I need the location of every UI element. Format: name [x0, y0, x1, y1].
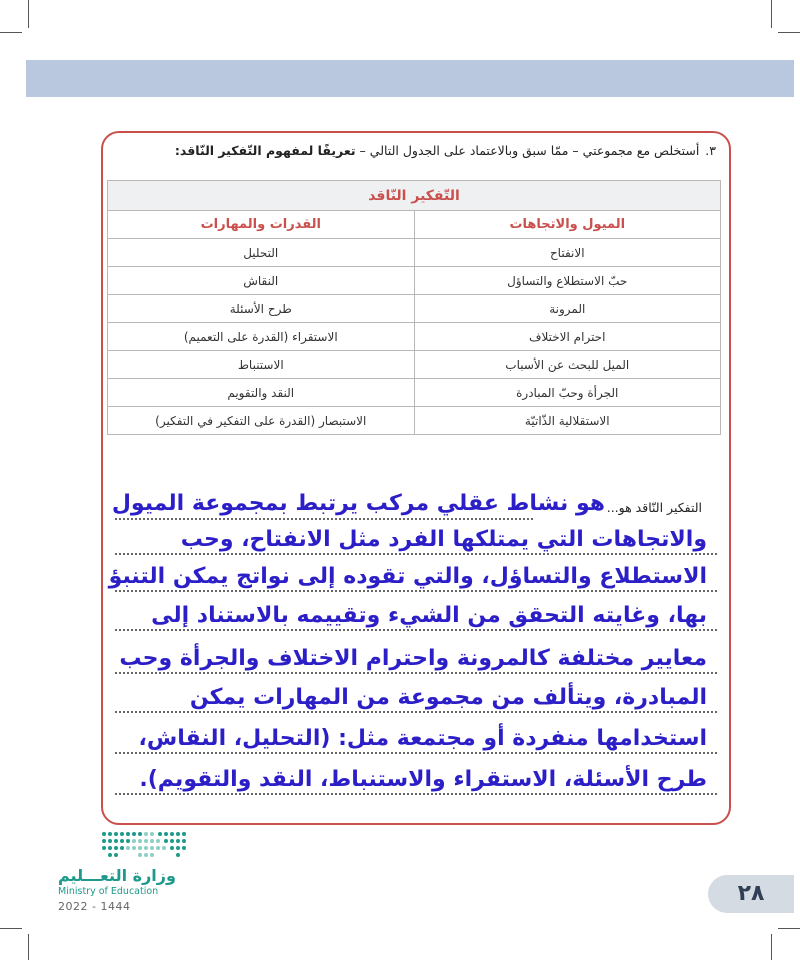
crop-mark: [0, 928, 22, 929]
answer-dotted-line: [115, 518, 533, 520]
crop-mark: [0, 32, 22, 33]
answer-dotted-line: [115, 672, 717, 674]
handwritten-answer-line: بها، وغايته التحقق من الشيء وتقييمه بالاستناد إلى: [151, 603, 707, 628]
handwritten-answer-line: هو نشاط عقلي مركب يرتبط بمجموعة الميول: [111, 491, 605, 516]
ministry-name-english: Ministry of Education: [58, 886, 159, 897]
table-cell: الميل للبحث عن الأسباب: [414, 351, 721, 379]
table-cell: الانفتاح: [414, 239, 721, 267]
crop-mark: [28, 934, 29, 960]
column-header-skills: القدرات والمهارات: [108, 211, 415, 239]
answer-dotted-line: [115, 793, 717, 795]
critical-thinking-table: [107, 180, 721, 435]
table-cell: النقاش: [108, 267, 415, 295]
table-row: [108, 267, 721, 295]
table-cell: حبّ الاستطلاع والتساؤل: [414, 267, 721, 295]
table-row: [108, 239, 721, 267]
table-row: [108, 295, 721, 323]
answer-dotted-line: [115, 590, 717, 592]
instruction-text-bold: تعريفًا لمفهوم التّفكير النّاقد:: [174, 143, 356, 158]
table-cell: النقد والتقويم: [108, 379, 415, 407]
handwritten-answer-line: معايير مختلفة كالمرونة واحترام الاختلاف والجرأة وحب: [119, 646, 707, 671]
answer-dotted-line: [115, 752, 717, 754]
column-header-attitudes: الميول والاتجاهات: [414, 211, 721, 239]
table-cell: الاستقراء (القدرة على التعميم): [108, 323, 415, 351]
crop-mark: [771, 934, 772, 960]
page-number: ٢٨: [708, 875, 794, 913]
ministry-name-arabic: وزارة التعـــليم: [58, 866, 176, 885]
edition-year: 2022 - 1444: [58, 900, 131, 913]
activity-instruction: [156, 140, 716, 162]
answer-dotted-line: [115, 553, 717, 555]
table-row: [108, 351, 721, 379]
table-cell: الاستقلالية الذّاتيّة: [414, 407, 721, 435]
instruction-number: ٣.: [705, 143, 716, 158]
crop-mark: [771, 0, 772, 28]
ministry-logo-icon: [100, 828, 192, 860]
table-row: [108, 323, 721, 351]
header-band: [26, 60, 794, 97]
answer-label: التفكير النّاقد هو...: [606, 500, 702, 515]
table-cell: الاستنباط: [108, 351, 415, 379]
table-cell: التحليل: [108, 239, 415, 267]
crop-mark: [28, 0, 29, 28]
answer-dotted-line: [115, 629, 717, 631]
table-cell: المرونة: [414, 295, 721, 323]
table-row: [108, 379, 721, 407]
table-title: التّفكير النّاقد: [108, 181, 721, 211]
handwritten-answer-line: والاتجاهات التي يمتلكها الفرد مثل الانفتاح، وحب: [180, 527, 707, 552]
table-cell: الاستبصار (القدرة على التفكير في التفكير): [108, 407, 415, 435]
table-cell: احترام الاختلاف: [414, 323, 721, 351]
answer-dotted-line: [115, 711, 717, 713]
crop-mark: [778, 32, 800, 33]
instruction-text: أستخلص مع مجموعتي – ممّا سبق وبالاعتماد على الجدول التالي –: [355, 143, 700, 158]
table-cell: طرح الأسئلة: [108, 295, 415, 323]
handwritten-answer-line: الاستطلاع والتساؤل، والتي تقوده إلى نواتج يمكن التنبؤ: [108, 564, 707, 589]
handwritten-answer-line: طرح الأسئلة، الاستقراء والاستنباط، النقد والتقويم).: [139, 767, 707, 792]
table-cell: الجرأة وحبّ المبادرة: [414, 379, 721, 407]
handwritten-answer-line: استخدامها منفردة أو مجتمعة مثل: (التحليل، النقاش،: [138, 726, 707, 751]
handwritten-answer-line: المبادرة، ويتألف من مجموعة من المهارات يمكن: [189, 685, 707, 710]
table-row: [108, 407, 721, 435]
crop-mark: [778, 928, 800, 929]
